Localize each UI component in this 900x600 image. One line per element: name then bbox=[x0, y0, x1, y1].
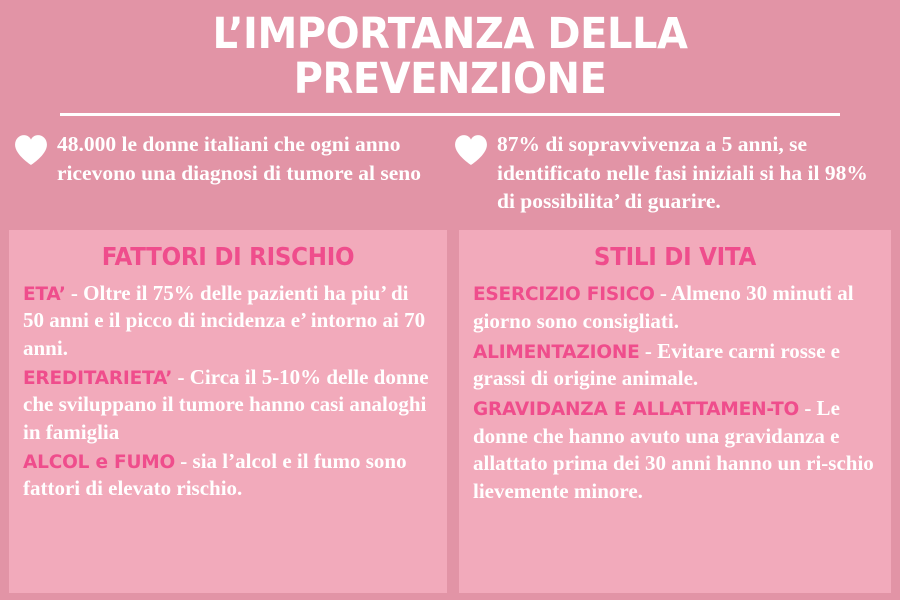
entry-term: ALIMENTAZIONE bbox=[473, 341, 640, 363]
entry-text: - Almeno 30 minuti al giorno sono consigliati. bbox=[473, 281, 854, 333]
entry-text: - Evitare carni rosse e grassi di origine animale. bbox=[473, 338, 841, 391]
list-item bbox=[473, 395, 877, 506]
poster-header bbox=[0, 0, 900, 116]
entry-text: - Le donne che hanno avuto una gravidanza e allattato prima dei 30 anni hanno un ri-schio lievemente minore. bbox=[473, 395, 874, 504]
list-item bbox=[23, 448, 433, 503]
entry-term: ETA’ bbox=[23, 284, 66, 306]
panel-body bbox=[473, 280, 877, 506]
list-item bbox=[473, 338, 877, 393]
entry-text: - Circa il 5-10% delle donne che sviluppano il tumore hanno casi analoghi in famiglia bbox=[23, 364, 429, 444]
entry-text: - sia l’alcol e il fumo sono fattori di elevato rischio. bbox=[23, 448, 407, 501]
stat-text: 87% di sopravvivenza a 5 anni, se identificato nelle fasi iniziali si ha il 98% di possibilita’ di guarire. bbox=[497, 132, 868, 214]
page-title: L’IMPORTANZA DELLA PREVENZIONE bbox=[212, 9, 688, 105]
list-item bbox=[23, 280, 433, 362]
heart-icon bbox=[454, 134, 488, 166]
stat-text: 48.000 le donne italiani che ogni anno ricevono una diagnosi di tumore al seno bbox=[57, 132, 421, 185]
panels-row bbox=[0, 216, 900, 593]
stat-item bbox=[14, 130, 444, 216]
panel-title: STILI DI VITA bbox=[593, 242, 757, 272]
entry-term: ESERCIZIO FISICO bbox=[473, 284, 655, 306]
stat-item bbox=[454, 130, 890, 216]
entry-text: - Oltre il 75% delle pazienti ha piu’ di 50 anni e il picco di incidenza e’ intorno ai 70 anni. bbox=[23, 281, 426, 360]
panel-lifestyle bbox=[459, 230, 891, 593]
heart-icon bbox=[14, 134, 48, 166]
panel-risk-factors bbox=[9, 230, 447, 593]
panel-body bbox=[23, 280, 433, 502]
list-item bbox=[473, 280, 877, 335]
stats-row bbox=[0, 116, 900, 216]
entry-term: EREDITARIETA’ bbox=[23, 367, 173, 389]
list-item bbox=[23, 364, 433, 446]
entry-term: ALCOL e FUMO bbox=[23, 451, 176, 473]
entry-term: GRAVIDANZA E ALLATTAMEN-TO bbox=[473, 398, 800, 420]
panel-title: FATTORI DI RISCHIO bbox=[101, 242, 355, 272]
